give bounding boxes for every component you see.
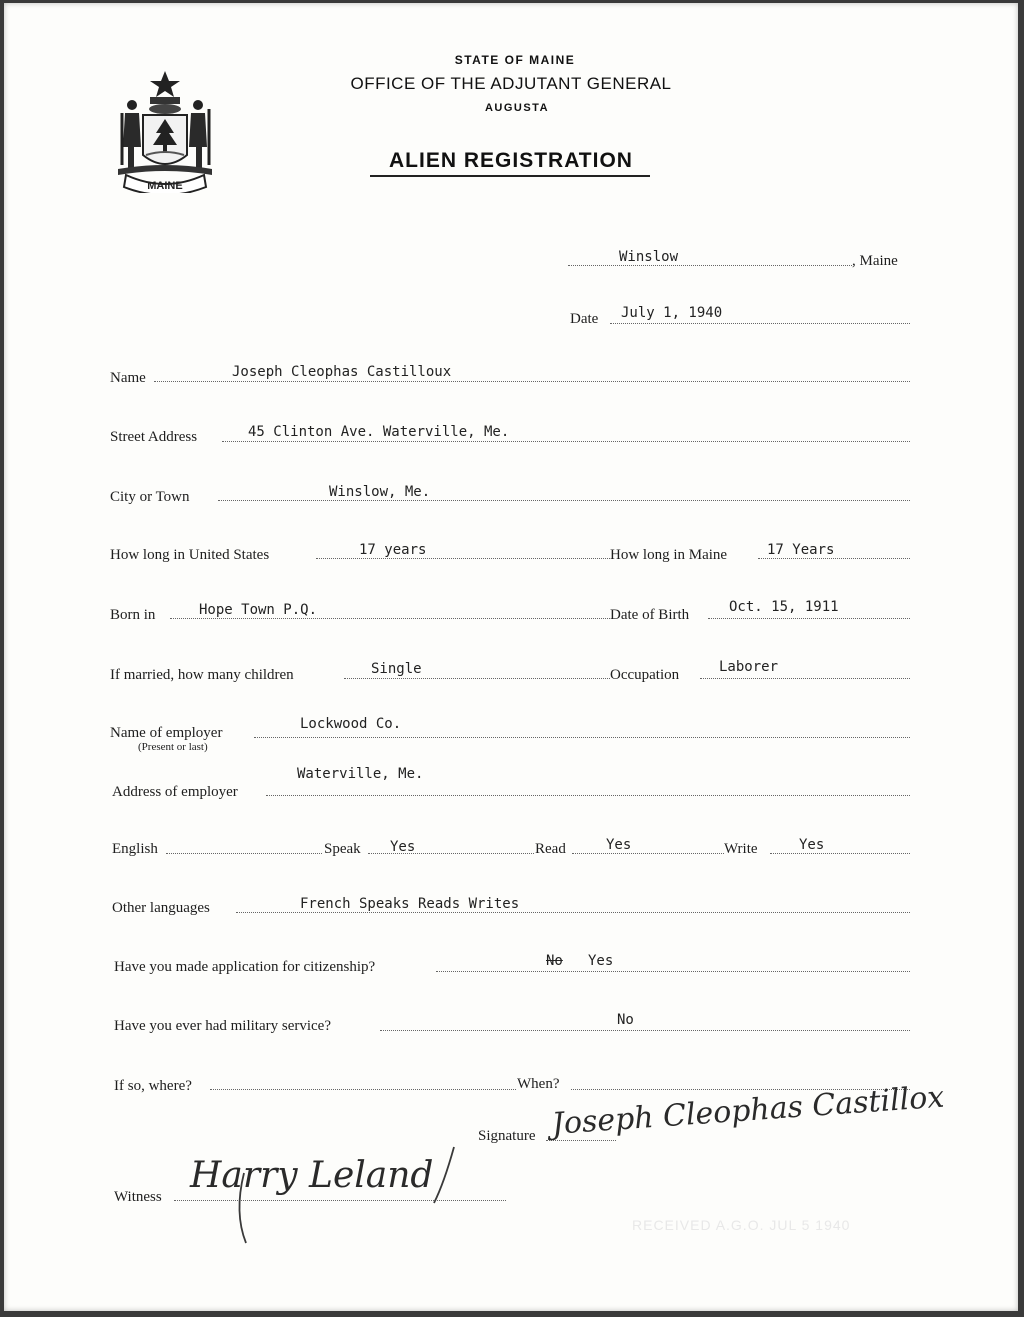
date-value: July 1, 1940 — [621, 305, 723, 321]
speak-label: Speak — [324, 841, 361, 857]
date-line — [610, 323, 910, 324]
dob-value: Oct. 15, 1911 — [729, 599, 839, 615]
citizenship-struck-value: No — [546, 953, 563, 969]
date-label: Date — [570, 311, 599, 327]
dob-line — [708, 618, 910, 619]
read-line — [572, 853, 724, 854]
emp-address-label: Address of employer — [112, 784, 238, 800]
emp-address-line — [266, 795, 910, 796]
dob-label: Date of Birth — [610, 607, 690, 623]
occupation-value: Laborer — [719, 659, 779, 675]
received-stamp: RECEIVED A.G.O. JUL 5 1940 — [632, 1217, 851, 1233]
occupation-label: Occupation — [610, 667, 680, 683]
us-label: How long in United States — [110, 547, 270, 563]
when-label: When? — [517, 1076, 560, 1092]
employer-sublabel: (Present or last) — [138, 741, 208, 753]
read-value: Yes — [606, 837, 632, 853]
name-line — [154, 381, 910, 382]
speak-value: Yes — [390, 839, 416, 855]
svg-text:MAINE: MAINE — [147, 180, 183, 192]
header-state: STATE OF MAINE — [454, 53, 576, 67]
english-line — [166, 853, 322, 854]
children-line — [344, 678, 610, 679]
other-lang-value: French Speaks Reads Writes — [300, 896, 520, 912]
us-value: 17 years — [359, 542, 427, 558]
where-label: If so, where? — [114, 1078, 192, 1094]
witness-value: Harry Leland — [190, 1155, 434, 1196]
write-value: Yes — [799, 837, 825, 853]
street-value: 45 Clinton Ave. Waterville, Me. — [248, 424, 510, 440]
registration-form — [4, 3, 1018, 1311]
occupation-line — [700, 678, 910, 679]
born-line — [170, 618, 610, 619]
citizenship-line — [436, 971, 910, 972]
city-line — [218, 500, 910, 501]
signature-value: Joseph Cleophas Castillox — [550, 1079, 946, 1142]
form-title: ALIEN REGISTRATION — [389, 149, 633, 172]
header-city: AUGUSTA — [484, 102, 550, 114]
write-label: Write — [724, 841, 758, 857]
maine-label: How long in Maine — [610, 547, 728, 563]
name-value: Joseph Cleophas Castilloux — [232, 364, 452, 380]
town-value: Winslow — [619, 249, 679, 265]
us-line — [316, 558, 610, 559]
employer-value: Lockwood Co. — [300, 716, 402, 732]
where-line — [210, 1089, 516, 1090]
children-value: Single — [371, 661, 422, 677]
employer-line — [254, 737, 910, 738]
maine-line — [758, 558, 910, 559]
signature-label: Signature — [478, 1128, 536, 1144]
military-label: Have you ever had military service? — [114, 1018, 331, 1034]
other-lang-line — [236, 912, 910, 913]
english-label: English — [112, 841, 158, 857]
street-label: Street Address — [110, 429, 198, 445]
header-office: OFFICE OF THE ADJUTANT GENERAL — [350, 74, 672, 93]
title-underline — [370, 175, 650, 177]
street-line — [222, 441, 910, 442]
citizenship-label: Have you made application for citizenship? — [114, 959, 376, 975]
city-label: City or Town — [110, 489, 190, 505]
maine-value: 17 Years — [767, 542, 835, 558]
city-value: Winslow, Me. — [329, 484, 431, 500]
children-label: If married, how many children — [110, 667, 294, 683]
born-label: Born in — [110, 607, 156, 623]
state-label: , Maine — [852, 253, 898, 269]
witness-flourish-icon — [184, 1143, 474, 1253]
write-line — [770, 853, 910, 854]
employer-label: Name of employer — [110, 725, 223, 741]
born-value: Hope Town P.Q. — [199, 602, 318, 618]
town-line — [568, 265, 852, 266]
other-lang-label: Other languages — [112, 900, 210, 916]
read-label: Read — [535, 841, 566, 857]
military-value: No — [617, 1012, 634, 1028]
military-line — [380, 1030, 910, 1031]
name-label: Name — [110, 370, 146, 386]
citizenship-value: Yes — [588, 953, 614, 969]
witness-label: Witness — [114, 1189, 162, 1205]
emp-address-value: Waterville, Me. — [297, 766, 424, 782]
